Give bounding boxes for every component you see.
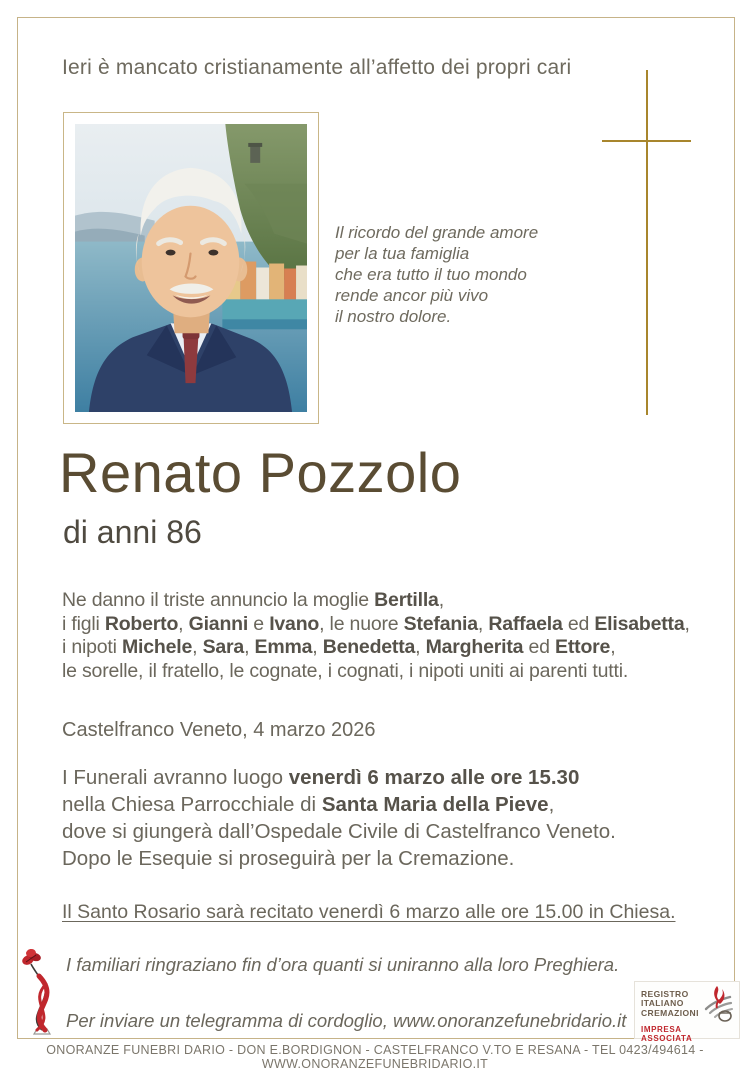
poem-line: che era tutto il tuo mondo [335,265,527,284]
portrait-photo [75,124,307,412]
funeral-home-flower-logo [16,946,68,1038]
funeral-home-footer: ONORANZE FUNEBRI DARIO - DON E.BORDIGNON - CASTELFRANCO V.TO E RESANA - TEL 0423/494614 - WWW.ONORANZEFUNEBRIDARIO.IT [46,1043,704,1071]
poem-line: il nostro dolore. [335,307,452,326]
cremation-registry-logo [634,981,740,1043]
memorial-cross-icon [646,70,648,415]
poem-line: Il ricordo del grande amore [335,223,539,242]
place-date-line: Castelfranco Veneto, 4 marzo 2026 [62,719,376,741]
rosary-notice: Il Santo Rosario sarà recitato venerdì 6 marzo alle ore 15.00 in Chiesa. [62,901,676,923]
family-thanks-line: I familiari ringraziano fin d’ora quanti si uniranno alla loro Preghiera. [66,954,620,975]
registry-word: ITALIANO [641,998,684,1009]
flower-bloom-icon [21,948,42,966]
memorial-cross-icon [602,140,691,142]
funeral-line: dove si giungerà dall’Ospedale Civile di Castelfranco Veneto. [62,820,616,843]
cremation-registry-text [641,990,699,1019]
family-announcement [62,589,690,683]
announcement-line: i nipoti Michele, Sara, Emma, Benedetta, Margherita ed Ettore, [62,636,616,658]
phoenix-flame-icon [700,985,733,1023]
registry-word: CREMAZIONI [641,1007,699,1018]
deceased-age: di anni 86 [63,514,202,550]
announcement-line: le sorelle, il fratello, le cognate, i cognati, i nipoti uniti ai parenti tutti. [62,659,629,682]
poem-line: rende ancor più vivo [335,286,489,305]
funeral-line: Dopo le Esequie si proseguirà per la Cremazione. [62,847,515,870]
funeral-line: I Funerali avranno luogo venerdì 6 marzo alle ore 15.30 [62,766,580,789]
funeral-details [62,764,616,872]
intro-line: Ieri è mancato cristianamente all’affetto dei propri cari [62,56,572,79]
dedication-poem [335,222,538,327]
announcement-line: Ne danno il triste annuncio la moglie Bertilla, [62,589,444,611]
funeral-line: nella Chiesa Parrocchiale di Santa Maria della Pieve, [62,793,555,816]
telegram-instruction: Per inviare un telegramma di cordoglio, www.onoranzefunebridario.it [66,1010,627,1031]
registry-word: REGISTRO [641,988,689,999]
poem-line: per la tua famiglia [335,244,470,263]
deceased-name: Renato Pozzolo [59,441,462,504]
portrait-photo-frame [63,112,319,424]
impresa-associata-badge: IMPRESA ASSOCIATA [641,1025,693,1043]
announcement-line: i figli Roberto, Gianni e Ivano, le nuore Stefania, Raffaela ed Elisabetta, [62,612,690,635]
